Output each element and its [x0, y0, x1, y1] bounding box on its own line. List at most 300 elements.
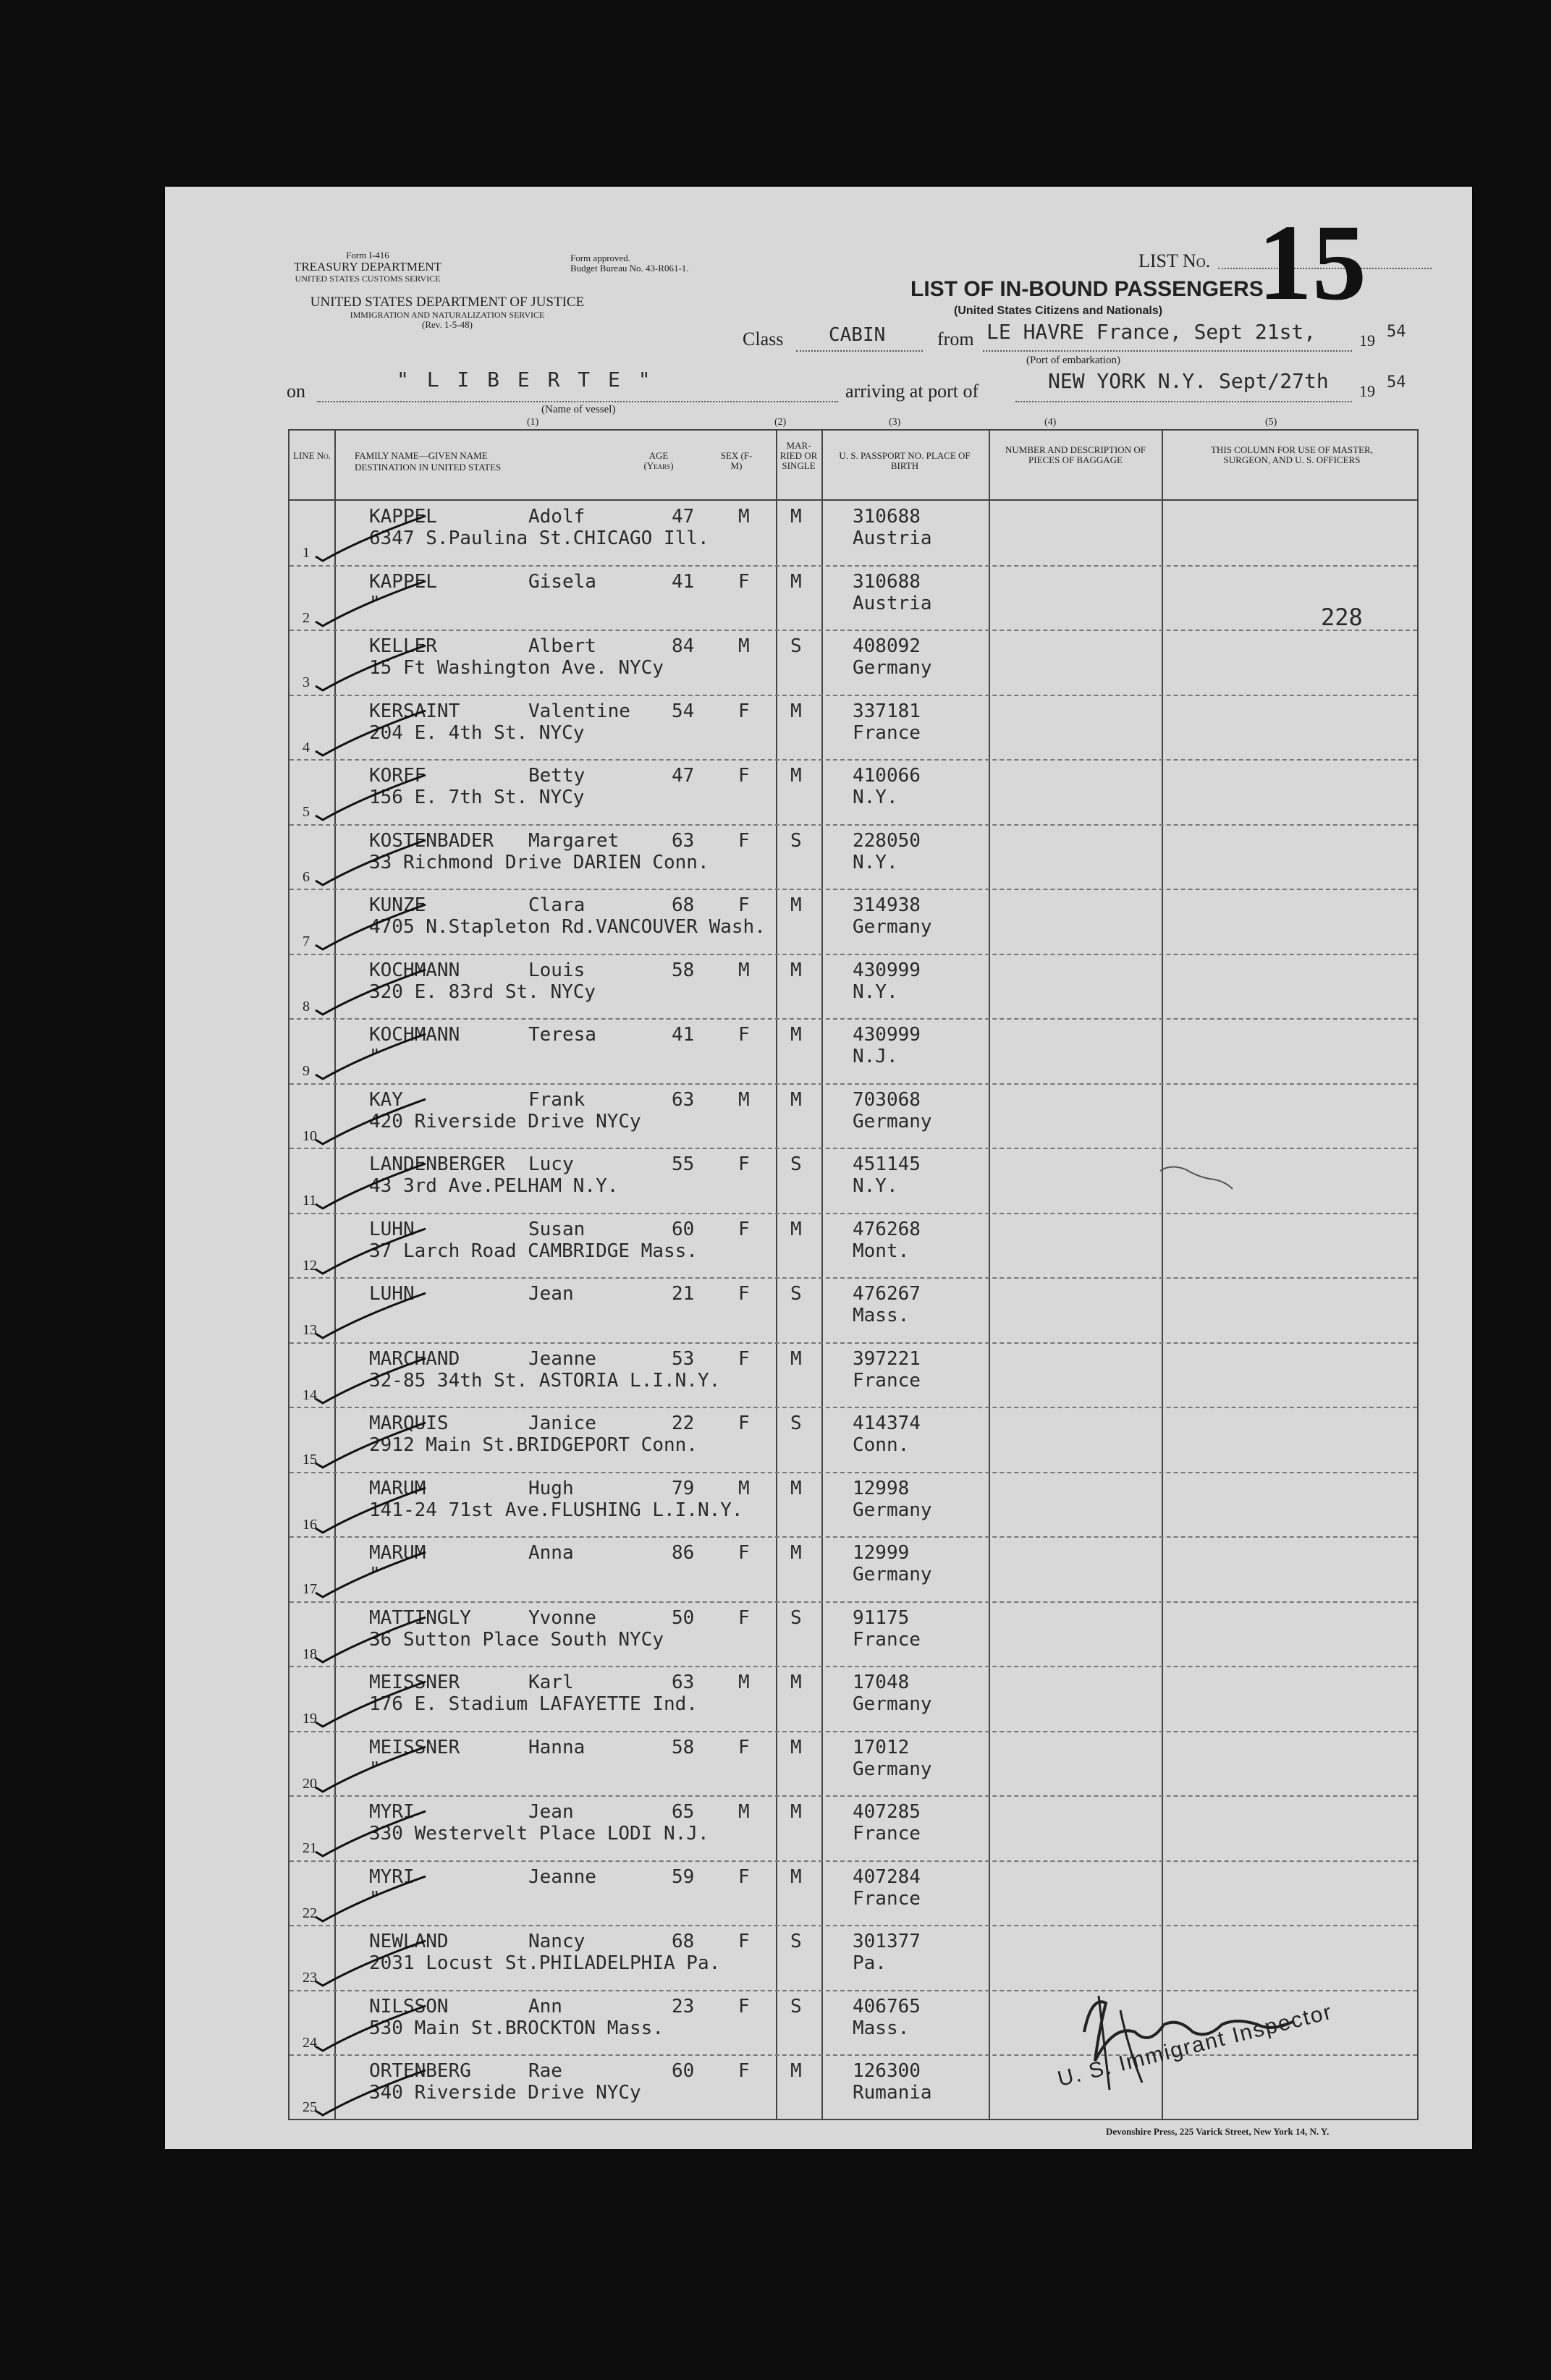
- marital-status: M: [790, 1088, 802, 1111]
- check-mark: [310, 964, 433, 1022]
- table-row: [290, 1731, 1417, 1796]
- check-mark: [310, 1417, 433, 1475]
- check-mark: [310, 1871, 433, 1928]
- table-row: [290, 954, 1417, 1019]
- sex: F: [738, 2060, 750, 2082]
- family-name: LUHN: [369, 1218, 415, 1240]
- margin-number: 228: [1321, 604, 1363, 631]
- marital-status: M: [790, 765, 802, 787]
- family-name: KAY: [369, 1088, 403, 1111]
- passport-number: 301377: [853, 1931, 921, 1952]
- family-name: KOSTENBADER: [369, 829, 494, 852]
- destination: 2031 Locust St.PHILADELPHIA Pa.: [369, 1952, 721, 1974]
- given-name: Jeanne: [528, 1347, 596, 1370]
- passport-number: 397221: [853, 1347, 921, 1370]
- check-mark: [310, 1612, 433, 1669]
- age: 58: [672, 959, 695, 981]
- age: 47: [672, 506, 695, 528]
- family-name: MARUM: [369, 1542, 426, 1564]
- age: 68: [672, 894, 695, 916]
- family-name: NILSSON: [369, 1995, 449, 2017]
- line-number: 3: [303, 674, 310, 690]
- table-row: [290, 1148, 1417, 1213]
- destination: 176 E. Stadium LAFAYETTE Ind.: [369, 1693, 698, 1715]
- family-name: MARQUIS: [369, 1413, 449, 1434]
- form-approved: Form approved.: [570, 253, 631, 263]
- line-number: 2: [303, 609, 310, 626]
- line-number: 13: [303, 1322, 317, 1338]
- header-passport: U. S. PASSPORT NO. PLACE OF BIRTH: [839, 450, 971, 471]
- destination: ": [369, 1758, 381, 1780]
- sex: F: [738, 1218, 750, 1240]
- sex: F: [738, 1024, 750, 1046]
- given-name: Betty: [528, 765, 586, 787]
- check-mark: [310, 1741, 433, 1799]
- table-row: [290, 1860, 1417, 1926]
- given-name: Hugh: [528, 1477, 574, 1499]
- line-number: 18: [303, 1646, 317, 1662]
- place-of-birth: N.Y.: [853, 787, 898, 808]
- place-of-birth: Austria: [853, 528, 932, 549]
- age: 41: [672, 570, 695, 593]
- given-name: Frank: [528, 1088, 586, 1111]
- age: 86: [672, 1542, 695, 1564]
- line-number: 25: [303, 2099, 317, 2115]
- row-divider: [290, 1860, 1417, 1862]
- line-number: 12: [303, 1257, 317, 1274]
- check-mark: [310, 899, 433, 957]
- marital-status: S: [790, 635, 802, 657]
- place-of-birth: N.Y.: [853, 851, 898, 873]
- passport-number: 91175: [853, 1606, 910, 1629]
- table-row: [290, 565, 1417, 630]
- customs-service: UNITED STATES CUSTOMS SERVICE: [295, 274, 441, 284]
- place-of-birth: Germany: [853, 1564, 932, 1585]
- manifest-page: [165, 187, 1472, 2149]
- sex: F: [738, 829, 750, 852]
- sex: F: [738, 1606, 750, 1629]
- marital-status: M: [790, 570, 802, 593]
- check-mark: [310, 834, 433, 892]
- age: 23: [672, 1995, 695, 2017]
- passport-number: 703068: [853, 1088, 921, 1111]
- row-divider: [290, 759, 1417, 761]
- passport-number: 476268: [853, 1218, 921, 1240]
- check-mark: [310, 2000, 433, 2058]
- given-name: Margaret: [528, 829, 620, 852]
- line-number: 11: [303, 1193, 317, 1208]
- from-value: LE HAVRE France, Sept 21st,: [986, 320, 1317, 344]
- family-name: MARCHAND: [369, 1347, 460, 1370]
- marital-status: M: [790, 1801, 802, 1823]
- line-number: 7: [303, 933, 310, 949]
- line-number: 16: [303, 1516, 317, 1533]
- given-name: Jean: [528, 1283, 574, 1305]
- row-divider: [290, 695, 1417, 696]
- row-divider: [290, 1018, 1417, 1020]
- form-block-left-2: [288, 295, 607, 330]
- sex: F: [738, 1736, 750, 1758]
- check-mark: [310, 1352, 433, 1410]
- passport-number: 12999: [853, 1542, 910, 1564]
- age: 65: [672, 1801, 695, 1823]
- row-divider: [290, 1342, 1417, 1344]
- form-block-left: [274, 250, 462, 284]
- passport-number: 451145: [853, 1153, 921, 1175]
- row-divider: [290, 889, 1417, 890]
- line-number: 22: [303, 1905, 317, 1921]
- column-number-2: (2): [774, 417, 787, 428]
- family-name: KORFF: [369, 765, 426, 787]
- row-divider: [290, 824, 1417, 826]
- place-of-birth: Germany: [853, 1110, 932, 1132]
- line-number: 21: [303, 1840, 317, 1856]
- header-age: AGE (Years): [643, 450, 674, 471]
- class-line: [796, 350, 923, 352]
- age: 60: [672, 2060, 695, 2082]
- line-number: 6: [303, 868, 310, 885]
- check-mark: [310, 640, 433, 698]
- place-of-birth: Germany: [853, 1499, 932, 1521]
- sex: M: [738, 1088, 750, 1111]
- sex: F: [738, 1413, 750, 1434]
- marital-status: S: [790, 1995, 802, 2017]
- row-divider: [290, 1536, 1417, 1538]
- inspector-title: U. S. Immigrant Inspector: [1055, 1999, 1335, 2092]
- sex: F: [738, 1542, 750, 1564]
- marital-status: S: [790, 1283, 802, 1305]
- column-number-3: (3): [889, 417, 901, 428]
- budget-bureau: Budget Bureau No. 43-R061-1.: [570, 263, 689, 274]
- age: 50: [672, 1606, 695, 1629]
- age: 53: [672, 1347, 695, 1370]
- passport-number: 314938: [853, 894, 921, 916]
- place-of-birth: Germany: [853, 657, 932, 679]
- marital-status: M: [790, 506, 802, 528]
- sex: F: [738, 765, 750, 787]
- destination: ": [369, 592, 381, 614]
- check-mark: [310, 1287, 433, 1345]
- table-row: [290, 1213, 1417, 1278]
- family-name: ORTENBERG: [369, 2060, 471, 2082]
- destination: ": [369, 1564, 381, 1585]
- place-of-birth: Mass.: [853, 1305, 910, 1326]
- from-line: [983, 350, 1352, 352]
- destination: 36 Sutton Place South NYCy: [369, 1628, 664, 1651]
- table-row: [290, 1666, 1417, 1731]
- sex: M: [738, 506, 750, 528]
- row-divider: [290, 1666, 1417, 1667]
- passport-number: 17048: [853, 1672, 910, 1693]
- line-number: 1: [303, 545, 310, 561]
- line-number: 9: [303, 1063, 310, 1079]
- passport-number: 414374: [853, 1413, 921, 1434]
- table-row: [290, 630, 1417, 695]
- row-divider: [290, 1407, 1417, 1408]
- check-mark: [310, 1935, 433, 1993]
- check-mark: [310, 1223, 433, 1281]
- place-of-birth: Germany: [853, 1758, 932, 1780]
- destination: 32-85 34th St. ASTORIA L.I.N.Y.: [369, 1369, 721, 1392]
- family-name: KUNZE: [369, 894, 426, 916]
- given-name: Lucy: [528, 1153, 574, 1175]
- line-number: 19: [303, 1711, 317, 1727]
- ins-service: IMMIGRATION AND NATURALIZATION SERVICE: [350, 310, 545, 320]
- check-mark: [310, 1028, 433, 1086]
- passport-number: 310688: [853, 506, 921, 528]
- place-of-birth: Mass.: [853, 2017, 910, 2039]
- on-label: on: [287, 381, 305, 402]
- marital-status: M: [790, 1477, 802, 1499]
- destination: 33 Richmond Drive DARIEN Conn.: [369, 851, 709, 873]
- arriving-line: [1015, 401, 1352, 402]
- passport-number: 430999: [853, 959, 921, 981]
- age: 58: [672, 1736, 695, 1758]
- vessel-caption: (Name of vessel): [541, 404, 616, 415]
- given-name: Gisela: [528, 570, 596, 593]
- treasury-dept: TREASURY DEPARTMENT: [293, 260, 442, 274]
- line-number: 17: [303, 1581, 317, 1597]
- given-name: Clara: [528, 894, 586, 916]
- destination: 6347 S.Paulina St.CHICAGO Ill.: [369, 528, 709, 549]
- marital-status: M: [790, 1024, 802, 1046]
- sex: F: [738, 700, 750, 722]
- place-of-birth: N.Y.: [853, 981, 898, 1003]
- given-name: Yvonne: [528, 1606, 596, 1629]
- table-row: [290, 1407, 1417, 1472]
- place-of-birth: Rumania: [853, 2082, 932, 2104]
- header-officers: THIS COLUMN FOR USE OF MASTER, SURGEON, AND U. S. OFFICERS: [1211, 444, 1373, 465]
- row-divider: [290, 1213, 1417, 1214]
- header-baggage: NUMBER AND DESCRIPTION OF PIECES OF BAGGAGE: [1005, 444, 1146, 465]
- age: 21: [672, 1283, 695, 1305]
- header-sex: SEX (F-M): [720, 450, 753, 471]
- family-name: KELLER: [369, 635, 437, 657]
- given-name: Jeanne: [528, 1866, 596, 1888]
- check-mark: [310, 575, 433, 633]
- place-of-birth: France: [853, 1887, 921, 1910]
- line-number: 8: [303, 998, 310, 1015]
- place-of-birth: N.Y.: [853, 1175, 898, 1197]
- destination: 43 3rd Ave.PELHAM N.Y.: [369, 1175, 619, 1197]
- family-name: KAPPEL: [369, 570, 437, 593]
- passenger-table: [288, 429, 1419, 2120]
- sex: F: [738, 1283, 750, 1305]
- header-destination: DESTINATION IN UNITED STATES: [355, 462, 502, 473]
- sex: F: [738, 1866, 750, 1888]
- age: 47: [672, 765, 695, 787]
- passport-number: 17012: [853, 1736, 910, 1758]
- passport-number: 430999: [853, 1024, 921, 1046]
- age: 22: [672, 1413, 695, 1434]
- destination: 2912 Main St.BRIDGEPORT Conn.: [369, 1434, 698, 1456]
- check-mark: [310, 1676, 433, 1734]
- check-mark: [310, 1482, 433, 1540]
- place-of-birth: Mont.: [853, 1240, 910, 1262]
- place-of-birth: Germany: [853, 1693, 932, 1715]
- row-divider: [290, 1601, 1417, 1603]
- family-name: MYRI: [369, 1866, 415, 1888]
- check-mark: [310, 2064, 433, 2122]
- passport-number: 476267: [853, 1283, 921, 1305]
- age: 41: [672, 1024, 695, 1046]
- given-name: Rae: [528, 2060, 562, 2082]
- table-row: [290, 1342, 1417, 1407]
- age: 54: [672, 700, 695, 722]
- sex: M: [738, 635, 750, 657]
- row-divider: [290, 565, 1417, 567]
- marital-status: M: [790, 2060, 802, 2082]
- destination: 420 Riverside Drive NYCy: [369, 1110, 641, 1132]
- row-divider: [290, 1083, 1417, 1085]
- arriving-value: NEW YORK N.Y. Sept/27th: [1048, 369, 1329, 393]
- family-name: NEWLAND: [369, 1931, 449, 1952]
- vessel-line: [317, 401, 838, 402]
- approval-block: [570, 253, 787, 274]
- year-prefix-2: 19: [1359, 382, 1375, 400]
- family-name: KERSAINT: [369, 700, 460, 722]
- destination: 204 E. 4th St. NYCy: [369, 721, 585, 744]
- marital-status: S: [790, 1931, 802, 1952]
- table-row: [290, 1536, 1417, 1601]
- year-prefix-1: 19: [1359, 331, 1375, 350]
- column-number-4: (4): [1044, 417, 1057, 428]
- form-number: Form I-416: [346, 250, 389, 261]
- given-name: Janice: [528, 1413, 596, 1434]
- marital-status: M: [790, 959, 802, 981]
- arriving-label: arriving at port of: [845, 381, 979, 402]
- list-number: 15: [1258, 203, 1366, 323]
- sex: M: [738, 1672, 750, 1693]
- given-name: Valentine: [528, 700, 630, 722]
- marital-status: S: [790, 1413, 802, 1434]
- line-number: 4: [303, 739, 310, 755]
- header-name: FAMILY NAME—GIVEN NAME: [355, 450, 488, 461]
- destination: 330 Westervelt Place LODI N.J.: [369, 1823, 709, 1845]
- passport-number: 126300: [853, 2060, 921, 2082]
- place-of-birth: Germany: [853, 916, 932, 938]
- check-mark: [310, 1805, 433, 1863]
- destination: 15 Ft Washington Ave. NYCy: [369, 657, 664, 679]
- row-divider: [290, 1277, 1417, 1279]
- table-row: [290, 824, 1417, 889]
- table-row: [290, 1277, 1417, 1342]
- given-name: Susan: [528, 1218, 586, 1240]
- destination: ": [369, 1046, 381, 1067]
- family-name: LUHN: [369, 1283, 415, 1305]
- row-divider: [290, 1925, 1417, 1926]
- place-of-birth: Austria: [853, 592, 932, 614]
- table-row: [290, 1601, 1417, 1667]
- justice-dept: UNITED STATES DEPARTMENT OF JUSTICE: [310, 295, 585, 310]
- given-name: Louis: [528, 959, 586, 981]
- marital-status: S: [790, 1606, 802, 1629]
- sex: F: [738, 1347, 750, 1370]
- destination: ": [369, 1887, 381, 1910]
- marital-status: M: [790, 1542, 802, 1564]
- place-of-birth: France: [853, 1628, 921, 1651]
- age: 59: [672, 1866, 695, 1888]
- family-name: KOCHMANN: [369, 959, 460, 981]
- passport-number: 408092: [853, 635, 921, 657]
- check-mark: [310, 705, 433, 763]
- table-row: [290, 1472, 1417, 1537]
- given-name: Karl: [528, 1672, 574, 1693]
- family-name: MEISSNER: [369, 1672, 460, 1693]
- marital-status: M: [790, 1672, 802, 1693]
- passport-number: 12998: [853, 1477, 910, 1499]
- header-line-no: LINE No.: [293, 450, 331, 461]
- family-name: MYRI: [369, 1801, 415, 1823]
- family-name: MEISSNER: [369, 1736, 460, 1758]
- sex: M: [738, 1801, 750, 1823]
- sex: F: [738, 570, 750, 593]
- passport-number: 407285: [853, 1801, 921, 1823]
- family-name: MARUM: [369, 1477, 426, 1499]
- place-of-birth: France: [853, 721, 921, 744]
- marital-status: M: [790, 1736, 802, 1758]
- check-mark: [310, 1546, 433, 1604]
- sex: M: [738, 1477, 750, 1499]
- family-name: KAPPEL: [369, 506, 437, 528]
- age: 63: [672, 1088, 695, 1111]
- marital-status: S: [790, 829, 802, 852]
- marital-status: M: [790, 894, 802, 916]
- age: 79: [672, 1477, 695, 1499]
- table-row: [290, 1083, 1417, 1148]
- given-name: Albert: [528, 635, 596, 657]
- line-number: 15: [303, 1452, 317, 1468]
- form-subtitle: (United States Citizens and Nationals): [954, 305, 1163, 317]
- line-number: 5: [303, 804, 310, 820]
- from-label: from: [937, 329, 974, 350]
- given-name: Anna: [528, 1542, 574, 1564]
- form-title: LIST OF IN-BOUND PASSENGERS: [910, 277, 1264, 301]
- row-divider: [290, 954, 1417, 955]
- marital-status: M: [790, 1347, 802, 1370]
- family-name: LANDENBERGER: [369, 1153, 505, 1175]
- column-number-5: (5): [1265, 417, 1277, 428]
- table-row: [290, 500, 1417, 565]
- destination: 4705 N.Stapleton Rd.VANCOUVER Wash.: [369, 916, 766, 938]
- destination: 141-24 71st Ave.FLUSHING L.I.N.Y.: [369, 1499, 743, 1521]
- class-label: Class: [743, 329, 784, 350]
- row-divider: [290, 1731, 1417, 1732]
- sex: F: [738, 1995, 750, 2017]
- line-number: 14: [303, 1386, 317, 1403]
- age: 63: [672, 829, 695, 852]
- embark-caption: (Port of embarkation): [1026, 355, 1120, 366]
- age: 55: [672, 1153, 695, 1175]
- revision: (Rev. 1-5-48): [422, 319, 473, 330]
- row-divider: [290, 1148, 1417, 1149]
- destination: 340 Riverside Drive NYCy: [369, 2082, 641, 2104]
- passport-number: 407284: [853, 1866, 921, 1888]
- marital-status: M: [790, 700, 802, 722]
- table-row: [290, 1018, 1417, 1083]
- check-mark: [310, 1158, 433, 1216]
- sex: F: [738, 1931, 750, 1952]
- passport-number: 410066: [853, 765, 921, 787]
- passport-number: 406765: [853, 1995, 921, 2017]
- year-1: 54: [1387, 323, 1406, 341]
- row-divider: [290, 1795, 1417, 1797]
- marital-status: S: [790, 1153, 802, 1175]
- table-row: [290, 759, 1417, 824]
- check-mark: [310, 510, 433, 568]
- header-married: MAR-RIED OR SINGLE: [779, 440, 818, 471]
- destination: 320 E. 83rd St. NYCy: [369, 981, 596, 1003]
